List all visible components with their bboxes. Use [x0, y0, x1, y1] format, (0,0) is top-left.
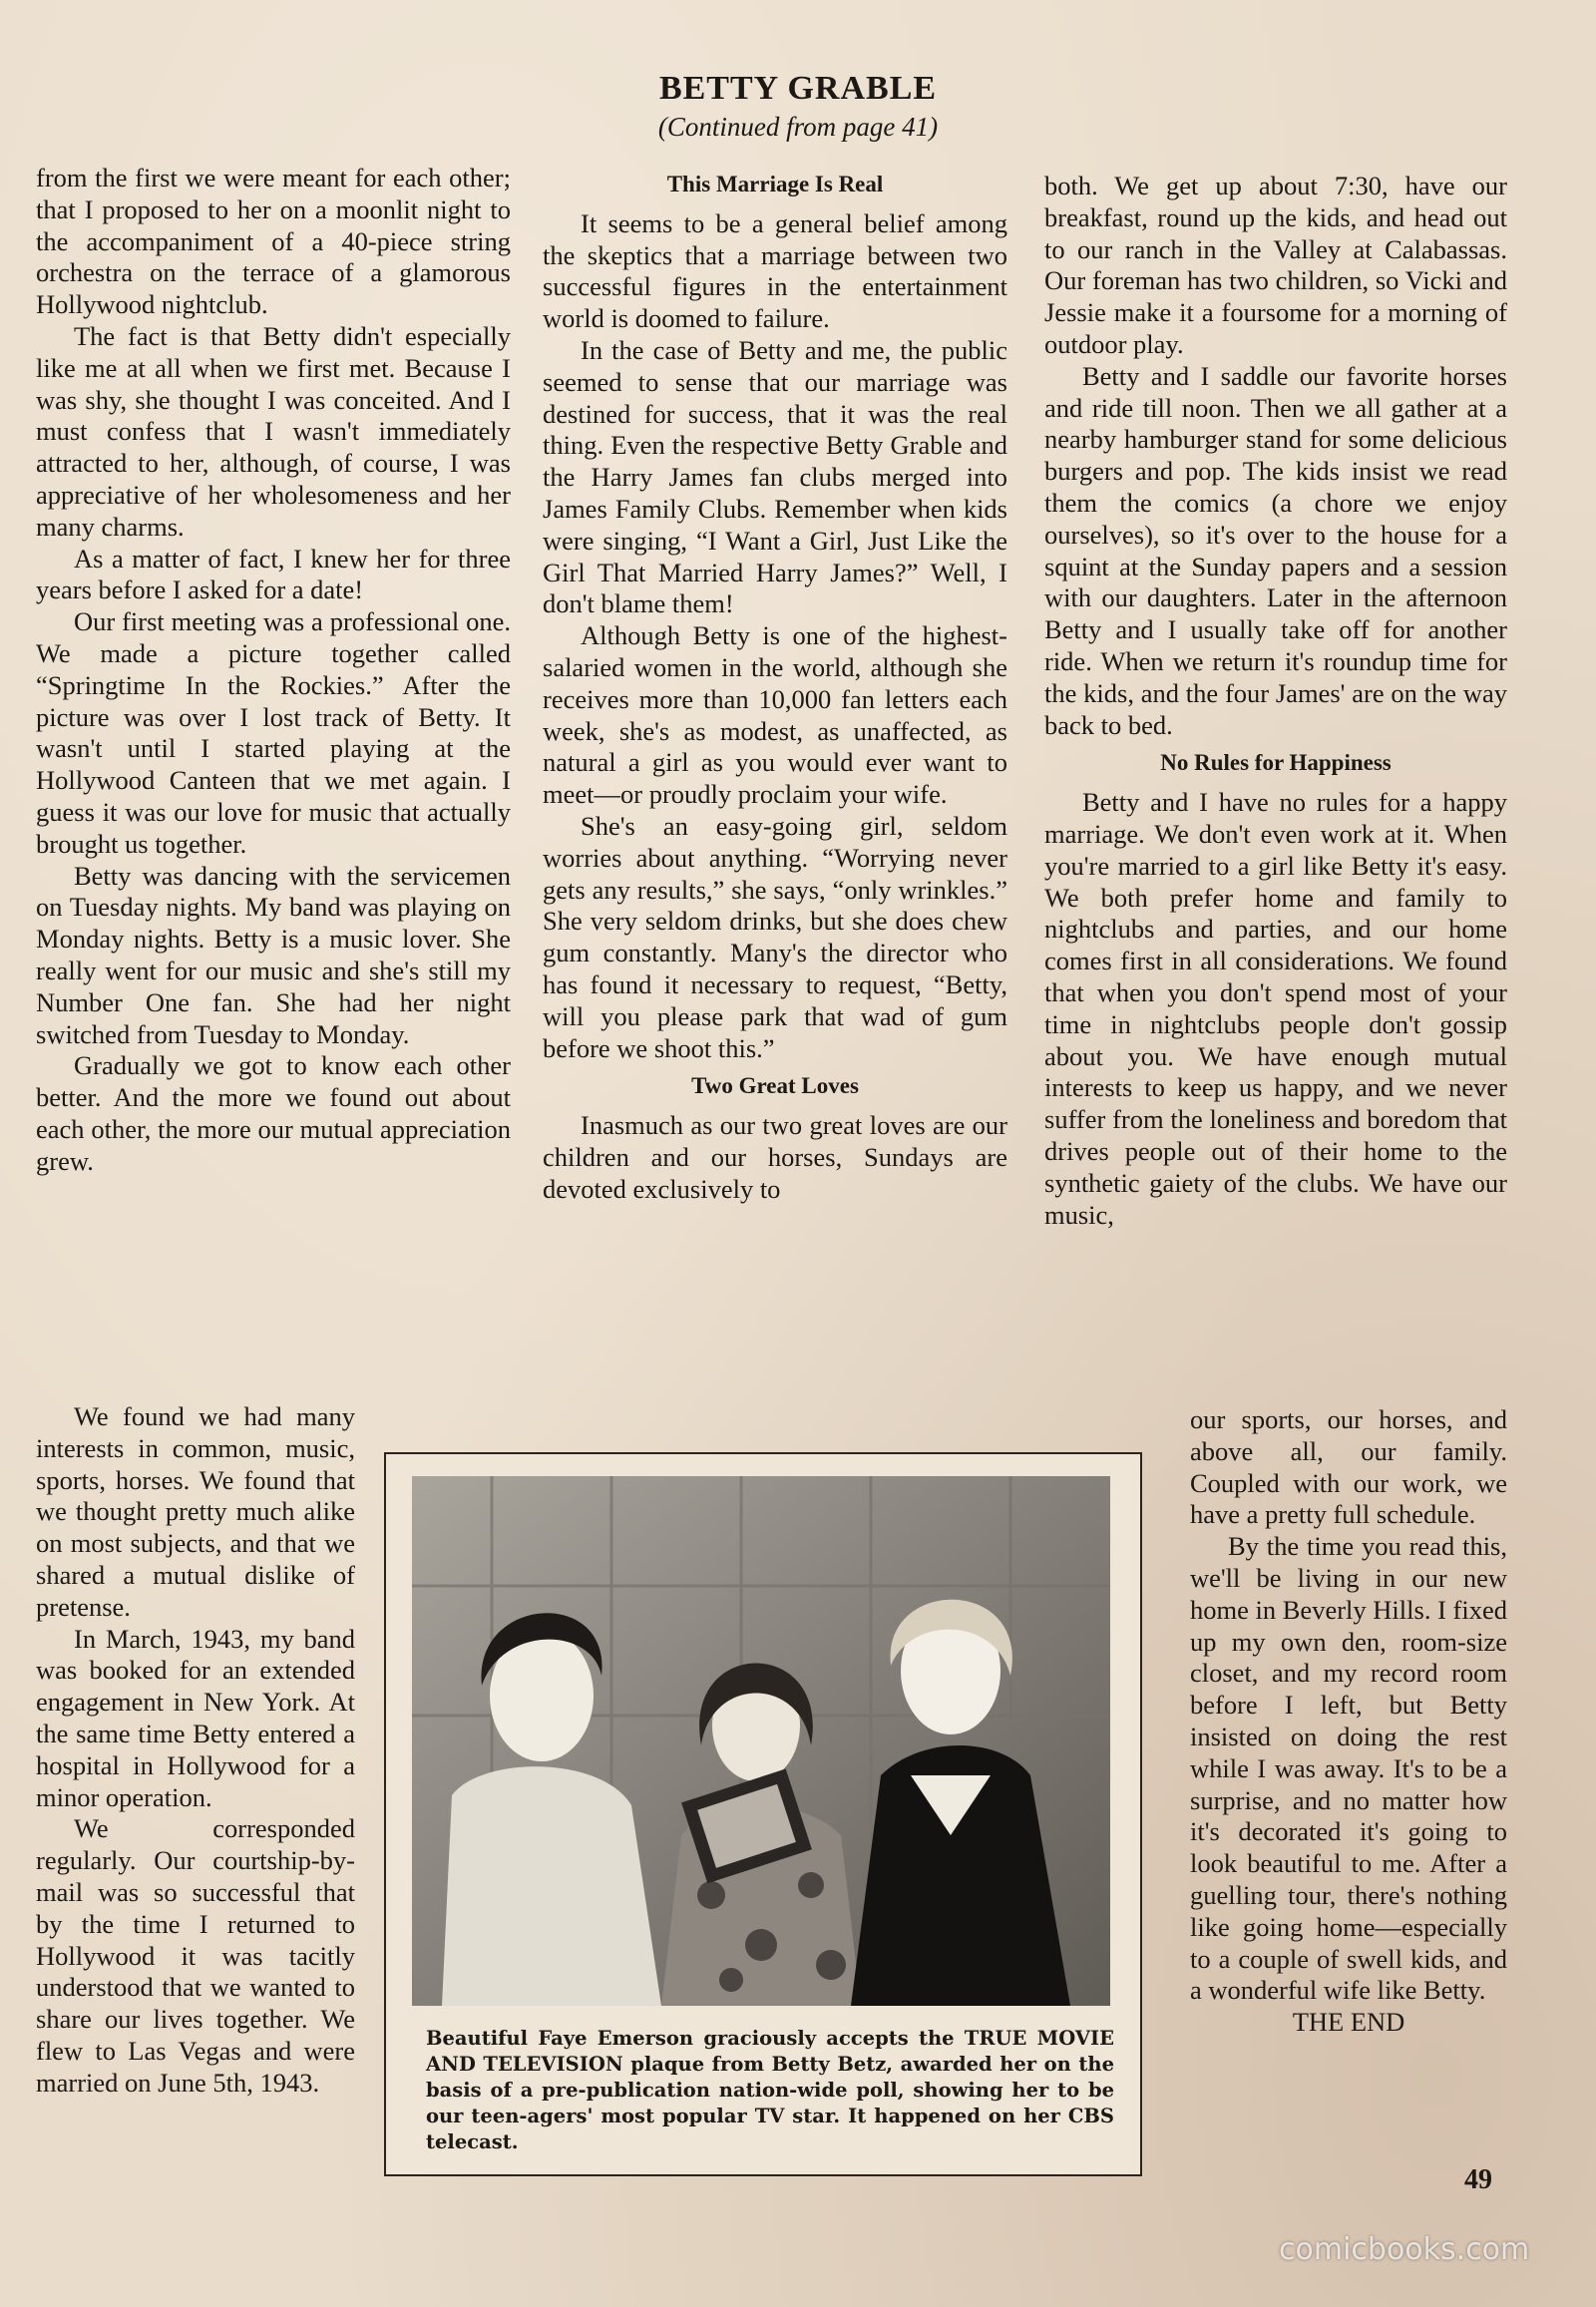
article-header — [0, 70, 1596, 143]
paragraph: Betty was dancing with the servicemen on Tuesday nights. My band was playing on Monday nights. Betty is a music lover. She really went for our music and she's still my Number One fan. She had her night switched from Tuesday to Monday. — [36, 860, 511, 1049]
photo-frame — [384, 1452, 1142, 2176]
paragraph: It seems to be a general belief among the skeptics that a marriage between two successful figures in the entertainment world is doomed to failure. — [543, 207, 1007, 334]
paragraph: our sports, our horses, and above all, our family. Coupled with our work, we have a pretty full schedule. — [1190, 1404, 1507, 1530]
paragraph: The fact is that Betty didn't especially like me at all when we first met. Because I was shy, she thought I was conceited. And I must confess that I wasn't immediately attracted to her, although, of course, I was appreciative of her wholesomeness and her many charms. — [36, 320, 511, 542]
paragraph: We found we had many interests in common, music, sports, horses. We found that we thought pretty much alike on most subjects, and that we shared a mutual dislike of pretense. — [36, 1401, 355, 1622]
paragraph: from the first we were meant for each other; that I proposed to her on a moonlit night to the accompaniment of a 40-piece string orchestra on the terrace of a glamorous Hollywood nightclub. — [36, 163, 511, 320]
article-title: BETTY GRABLE — [658, 70, 938, 107]
paragraph: Betty and I saddle our favorite horses and ride till noon. Then we all gather at a nearby hamburger stand for some delicious burgers and pop. The kids insist we read them the comics (a chore we enjoy ourselves), so it's over to the house for a squint at the Sunday papers and a session with our daughters. Later in the afternoon Betty and I usually take off for another ride. When we return it's roundup time for the kids, and the four James' are on the way back to bed. — [1044, 360, 1507, 740]
section-heading: Two Great Loves — [691, 1073, 859, 1099]
paragraph: Gradually we got to know each other better. And the more we found out about each other, the more our mutual appreciation grew. — [36, 1050, 511, 1176]
column-3 — [1044, 171, 1507, 1231]
paragraph: In March, 1943, my band was booked for an extended engagement in New York. At the same time Betty entered a hospital in Hollywood for a minor operation. — [36, 1623, 355, 1812]
paragraph: Our first meeting was a professional one. We made a picture together called “Springtime In the Rockies.” After the picture was over I lost track of Betty. It wasn't until I started playing at the Hollywood Canteen that we met again. I guess it was our love for music that actually brought us together. — [36, 606, 511, 859]
section-heading: No Rules for Happiness — [1160, 750, 1392, 776]
continued-from-note: (Continued from page 41) — [657, 112, 939, 142]
photo-illustration — [412, 1476, 1110, 2006]
paragraph: both. We get up about 7:30, have our breakfast, round up the kids, and head out to our ranch in the Valley at Calabassas. Our foreman has two children, so Vicki and Jessie make it a foursome for a morning of outdoor play. — [1044, 171, 1507, 359]
photo-caption: Beautiful Faye Emerson graciously accepts the TRUE MOVIE AND TELEVISION plaque from Betty Betz, awarded her on the basis of a pre-publication nation-wide poll, showing her to be our teen-agers' most popular TV star. It happened on her CBS telecast. — [426, 2027, 1114, 2153]
paragraph: Although Betty is one of the highest-salaried women in the world, although she receives more than 10,000 fan letters each week, she's as modest, as unaffected, as natural a girl as you would ever want to meet—or proudly proclaim your wife. — [543, 620, 1007, 810]
photo-three-women-with-plaque — [412, 1476, 1110, 2006]
column-1 — [36, 163, 511, 1178]
paragraph: In the case of Betty and me, the public seemed to sense that our marriage was destined for success, that it was the real thing. Even the respective Betty Grable and the Harry James fan clubs merged into James Family Clubs. Remember when kids were singing, “I Want a Girl, Just Like the Girl That Married Harry James?” Well, I don't blame them! — [543, 334, 1007, 619]
column-1-lower — [36, 1401, 355, 2100]
paragraph: She's an easy-going girl, seldom worries about anything. “Worrying never gets any results,” she says, “only wrinkles.” She very seldom drinks, but she does chew gum constantly. Many's the director who has found it necessary to request, “Betty, will you please park that wad of gum before we shoot this.” — [543, 810, 1007, 1063]
section-heading: This Marriage Is Real — [666, 172, 884, 196]
page-number: 49 — [1464, 2164, 1492, 2195]
column-3-lower — [1190, 1404, 1507, 2039]
paragraph: As a matter of fact, I knew her for three years before I asked for a date! — [36, 543, 511, 605]
watermark: comicbooks.com — [1279, 2232, 1530, 2267]
paragraph: We corresponded regularly. Our courtship-by-mail was so successful that by the time I returned to Hollywood it was tacitly understood that we wanted to share our lives together. We flew to Las Vegas and were married on June 5th, 1943. — [36, 1813, 355, 2098]
paragraph: Betty and I have no rules for a happy marriage. We don't even work at it. When you're married to a girl like Betty it's easy. We both prefer home and family to nightclubs and parties, and our home comes first in all considerations. We found that when you don't spend most of your time in nightclubs people don't gossip about you. We have enough mutual interests to keep us happy, and we never suffer from the loneliness and boredom that drives people out of their home to the synthetic gaiety of the clubs. We have our music, — [1044, 787, 1507, 1230]
paragraph: Inasmuch as our two great loves are our children and our horses, Sundays are devoted exclusively to — [543, 1110, 1007, 1204]
the-end-marker: THE END — [1292, 2007, 1405, 2038]
column-2 — [543, 163, 1007, 1206]
paragraph: By the time you read this, we'll be living in our new home in Beverly Hills. I fixed up my own den, room-size closet, and my record room before I left, but Betty insisted on doing the rest while I was away. It's to be a surprise, and no matter how it's decorated it's going to look beautiful to me. After a guelling tour, there's nothing like going home—especially to a couple of swell kids, and a wonderful wife like Betty. — [1190, 1531, 1507, 2006]
